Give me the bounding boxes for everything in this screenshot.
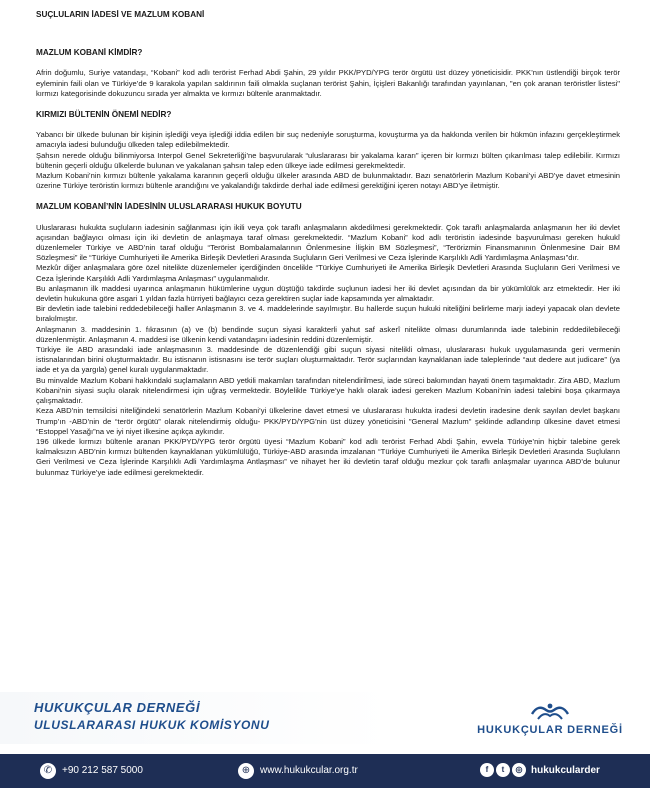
section-hukuk-boyutu bbox=[36, 202, 620, 477]
section-kimdir bbox=[36, 48, 620, 99]
paragraph: Şahsın nerede olduğu bilinmiyorsa Interpol Genel Sekreterliği’ne başvurularak “uluslararası bir yakalama kararı” içeren bir kırmızı bülten çıkarılması talep edilebilir. Kırmızı bültenin geçerli olduğu ülkelerde bulunan ve yakalanan şahsın talep eden ülkeye iade edilmesi gerekmektedir. bbox=[36, 150, 620, 170]
phone-icon: ✆ bbox=[40, 763, 56, 779]
paragraph: 196 ülkede kırmızı bültenle aranan PKK/PYD/YPG terör örgütü üyesi “Mazlum Kobani” kod adlı terörist Ferhad Abdi Şahin, evvela Türkiye’nin hiçbir talebine gerek kalmaksızın ABD’nin kırmızı bültenden kaynaklanan yükümlülüğü, Türkiye-ABD arasında imzalanan “Türkiye Cumhuriyeti ile Amerika Birleşik Devletleri Arasında Suçluların Geri Verilmesi ve Ceza İşlerinde Karşılıklı Adli Yardımlaşma Antlaşması” ve nihayet her iki devletin taraf olduğu mezkur çok taraflı anlaşmalar uyarınca ABD’de bulunur bulunmaz Türkiye’ye iade edilmesi gerekmektedir. bbox=[36, 436, 620, 477]
paragraph: Uluslararası hukukta suçluların iadesinin sağlanması için ikili veya çok taraflı anlaşmaların akdedilmesi gerekmektedir. Çok taraflı anlaşmalarda anlaşmanın her iki devlet açısından bağlayıcı olması için iki devletin de anlaşmaya taraf olması gerekmektedir. “Mazlum Kobani” kod adlı teröristin iadesinde başvurulması gereken hukukî düzenlemeler Türkiye ve ABD’nin taraf olduğu “Terörist Bombalamalarının Önlenmesine İlişkin BM Sözleşmesi”, “Terörizmin Finansmanının Önlenmesine Dair BM Sözleşmesi” ile “Türkiye Cumhuriyeti ile Amerika Birleşik Devletleri Arasında Suçluların Geri Verilmesi ve Ceza İşlerinde Karşılıklı Adli Yardımlaşma Anlaşması”dır. bbox=[36, 222, 620, 263]
facebook-icon[interactable]: f bbox=[480, 763, 494, 777]
section-heading: MAZLUM KOBANİ’NİN İADESİNİN ULUSLARARASI HUKUK BOYUTU bbox=[36, 202, 302, 212]
section-heading: KIRMIZI BÜLTENİN ÖNEMİ NEDİR? bbox=[36, 110, 172, 120]
paragraph: Mezkûr diğer anlaşmalara göre özel nitelikte düzenlemeler içerdiğinden öncelikle “Türkiye Cumhuriyeti ile Amerika Birleşik Devletleri Arasında Suçluların Geri Verilmesi ve Ceza İşlerinde Karşılıklı Adli Yardımlaşma Anlaşması” uygulanmalıdır. bbox=[36, 263, 620, 283]
instagram-icon[interactable]: ◎ bbox=[512, 763, 526, 777]
paragraph: Bir devletin iade talebini reddedebileceği haller Anlaşmanın 3. ve 4. maddelerinde sayılmıştır. Bu hallerde suçun hukuki niteliğini belirleme marjı iadeyi yapacak olan devlete bırakılmıştır. bbox=[36, 304, 620, 324]
contact-bar bbox=[0, 754, 650, 788]
org-name: HUKUKÇULAR DERNEĞİ bbox=[34, 700, 201, 715]
website-link[interactable]: www.hukukcular.org.tr bbox=[260, 765, 358, 776]
paragraph: Afrin doğumlu, Suriye vatandaşı, “Kobani” kod adlı terörist Ferhad Abdi Şahin, 29 yıldır PKK/PYD/YPG terör örgütü üst düzey yöneticisidir. PKK’nın üstlendiği birçok terör eyleminin faili olan ve Türkiye’de 9 karakola yapılan saldırının faili olmakla suçlanan terörist Şahin, İçişleri Bakanlığı tarafından yayınlanan, "en çok aranan teröristler listesi" kırmızı kategorisinde dokuzuncu sırada yer almakta ve kırmızı bültenle aranmaktadır. bbox=[36, 68, 620, 98]
social-handle[interactable]: hukukcularder bbox=[531, 765, 600, 776]
twitter-icon[interactable]: t bbox=[496, 763, 510, 777]
section-heading: MAZLUM KOBANİ KİMDİR? bbox=[36, 48, 143, 58]
org-commission: ULUSLARARASI HUKUK KOMİSYONU bbox=[34, 718, 270, 732]
paragraph: Mazlum Kobani’nin kırmızı bültenle yakalama kararının geçerli olduğu ülkeler arasında ABD de bulunmaktadır. Bazı senatörlerin Mazlum Kobani’yi ABD’ye davet etmesinin üzerine Türkiye teröristin kırmızı bültenle arandığını ve yakalandığı takdirde derhal iade edilmesi gerektiğini içeren notayı ABD’ye iletmiştir. bbox=[36, 171, 620, 191]
phone-number[interactable]: +90 212 587 5000 bbox=[62, 765, 143, 776]
paragraph: Türkiye ile ABD arasındaki iade anlaşmasının 3. maddesinde de düzenlendiği gibi suçun siyasi nitelikli olması, uluslararası hukuk uygulamasında geri vermenin istisnalarından birini oluşturmaktadır. Bu istisnanın istisnasını ise terör suçları oluşturmaktadır. Terör suçlarından kaynaklanan iade taleplerinde “aut dedere aut judicare” (ya iade et ya da yargıla) genel kuralı uygulanmaktadır. bbox=[36, 345, 620, 375]
paragraph: Anlaşmanın 3. maddesinin 1. fıkrasının (a) ve (b) bendinde suçun siyasi karakterli yahut saf askerî nitelikte olması durumlarında iade talebinin reddedilebileceği düzenlenmiştir. Anlaşmanın 4. maddesi ise ülkenin kendi vatandaşını iadesinin reddini düzenlemiştir. bbox=[36, 324, 620, 344]
paragraph: Yabancı bir ülkede bulunan bir kişinin işlediği veya işlediği iddia edilen bir suç nedeniyle soruşturma, kovuşturma ya da hakkında verilen bir hükmün infazını gerçekleştirmek amacıyla iadesi bulunduğu ülkeden talep edilebilmektedir. bbox=[36, 130, 620, 150]
org-logo bbox=[470, 700, 630, 744]
scales-logo-icon bbox=[528, 700, 572, 722]
document-title: SUÇLULARIN İADESİ VE MAZLUM KOBANİ bbox=[36, 10, 205, 19]
globe-icon: ⊕ bbox=[238, 763, 254, 779]
paragraph: Bu minvalde Mazlum Kobani hakkındaki suçlamaların ABD yetkili makamları tarafından nitelendirilmesi, iade süreci bakımından hayati önem taşımaktadır. Zira ABD, Mazlum Kobani’nin siyasi suçlu olarak nitelendirmesi için uğraş vermektedir. Böylelikle Türkiye’ye haklı olarak iadesi gereken Mazlum Kobani’nin iadesi talebini boşa çıkarmaya çalışmaktadır. bbox=[36, 375, 620, 406]
logo-text: HUKUKÇULAR DERNEĞİ bbox=[477, 724, 623, 736]
paragraph: Bu anlaşmanın ilk maddesi uyarınca anlaşmanın hükümlerine uygun düştüğü takdirde suçlunun iadesi her iki devlet açısından da bir yükümlülük arz etmektedir. Her iki devletin hukukuna göre asgari 1 yıldan fazla hürriyeti bağlayıcı ceza gerektiren suçlar iade kapsamında yer almaktadır. bbox=[36, 283, 620, 304]
section-kirmizi-bulten bbox=[36, 110, 620, 191]
paragraph: Keza ABD’nin temsilcisi niteliğindeki senatörlerin Mazlum Kobani’yi ülkelerine davet etmesi ve uluslararası hukukta iradesi devletin iradesine denk sayılan devlet başkanı Trump’ın -ABD’nin de “terör örgütü” olarak nitelendirmiş olduğu- PKK/PYD/YPG’nin üst düzey yöneticisini "General Mazlum" şeklinde adlandırıp ülkesine davet etmesi “Estoppel Yasağı”na ve iyi niyet ilkesine açıkça aykırıdır. bbox=[36, 406, 620, 436]
document-body bbox=[36, 10, 620, 478]
